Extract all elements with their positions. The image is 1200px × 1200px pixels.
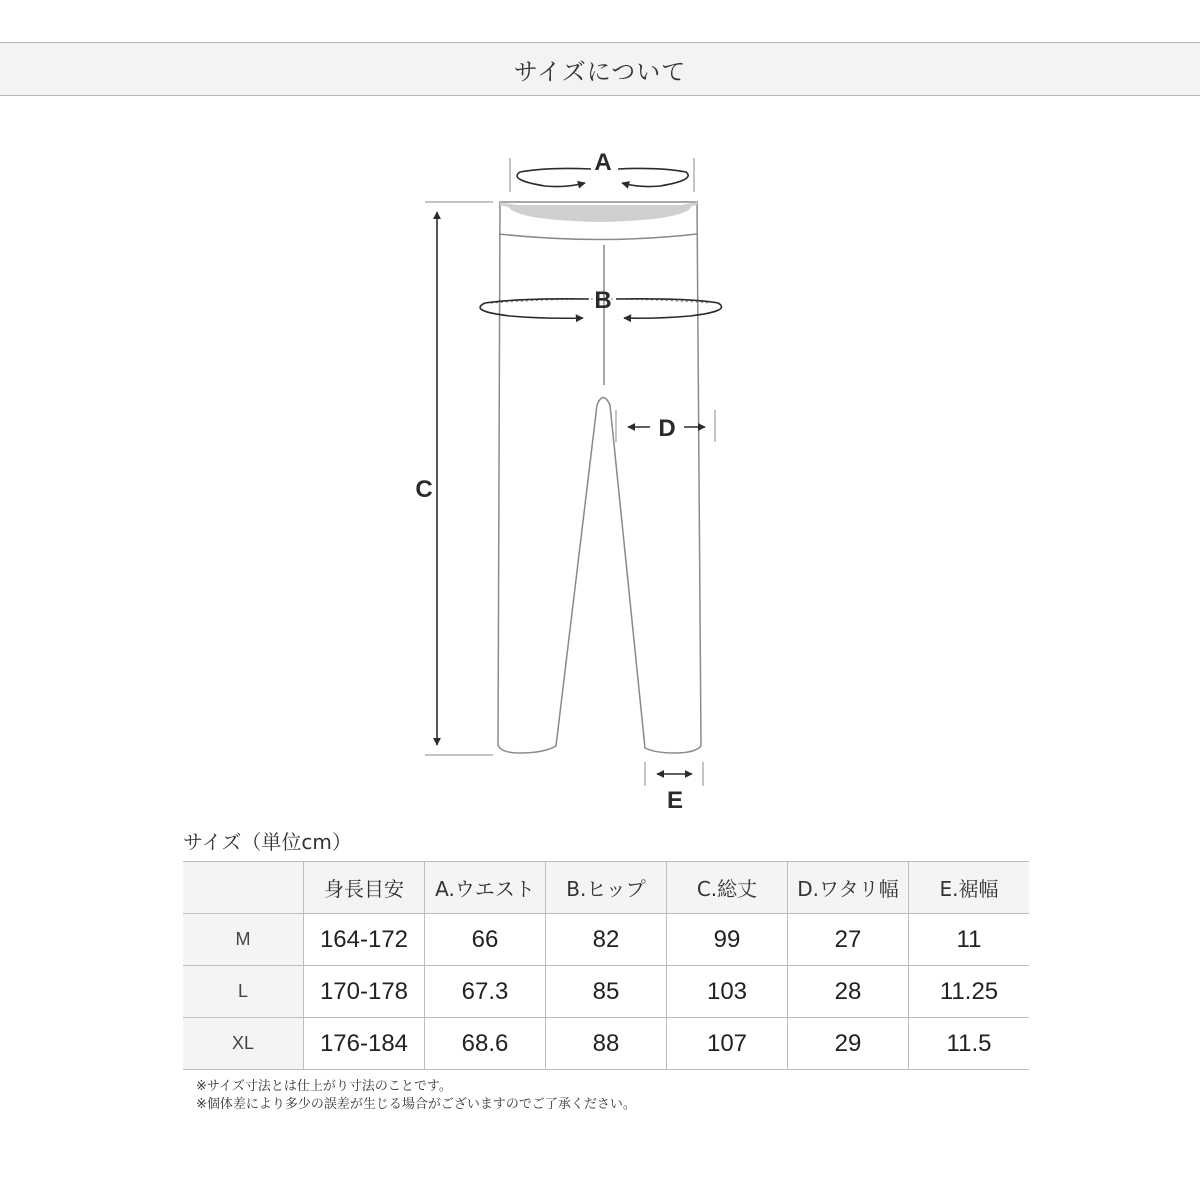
size-name: XL [183, 1018, 304, 1070]
size-name: L [183, 966, 304, 1018]
table-row [183, 914, 1029, 966]
waist-value: 66 [425, 914, 546, 966]
size-table [183, 861, 1029, 1070]
height-value: 164-172 [304, 914, 425, 966]
column-header-length: C.総丈 [667, 862, 788, 914]
note-line: ※個体差により多少の誤差が生じる場合がございますのでご了承ください。 [196, 1097, 636, 1112]
table-row [183, 966, 1029, 1018]
label-c: C [415, 476, 433, 503]
column-header-thigh: D.ワタリ幅 [788, 862, 909, 914]
table-caption: サイズ（単位cm） [183, 830, 352, 854]
hip-value: 82 [546, 914, 667, 966]
column-header-height: 身長目安 [304, 862, 425, 914]
hem-value: 11 [909, 914, 1030, 966]
label-b: B [594, 287, 612, 314]
height-value: 170-178 [304, 966, 425, 1018]
length-value: 99 [667, 914, 788, 966]
hip-value: 85 [546, 966, 667, 1018]
height-value: 176-184 [304, 1018, 425, 1070]
hem-value: 11.5 [909, 1018, 1030, 1070]
thigh-value: 29 [788, 1018, 909, 1070]
thigh-value: 27 [788, 914, 909, 966]
waist-value: 67.3 [425, 966, 546, 1018]
waist-value: 68.6 [425, 1018, 546, 1070]
hem-value: 11.25 [909, 966, 1030, 1018]
column-header-waist: A.ウエスト [425, 862, 546, 914]
column-header-size [183, 862, 304, 914]
measure-a [510, 149, 694, 192]
label-e: E [666, 787, 684, 814]
leggings-outline [498, 202, 701, 753]
notes [196, 1078, 636, 1114]
measure-e [645, 762, 703, 814]
column-header-hip: B.ヒップ [546, 862, 667, 914]
note-line: ※サイズ寸法とは仕上がり寸法のことです。 [196, 1079, 452, 1094]
label-a: A [594, 149, 612, 176]
length-value: 107 [667, 1018, 788, 1070]
size-name: M [183, 914, 304, 966]
thigh-value: 28 [788, 966, 909, 1018]
section-title: サイズについて [513, 57, 687, 86]
measure-c [415, 202, 493, 755]
table-row [183, 1018, 1029, 1070]
label-d: D [658, 415, 676, 442]
column-header-hem: E.裾幅 [909, 862, 1030, 914]
length-value: 103 [667, 966, 788, 1018]
table-header-row [183, 862, 1029, 914]
hip-value: 88 [546, 1018, 667, 1070]
